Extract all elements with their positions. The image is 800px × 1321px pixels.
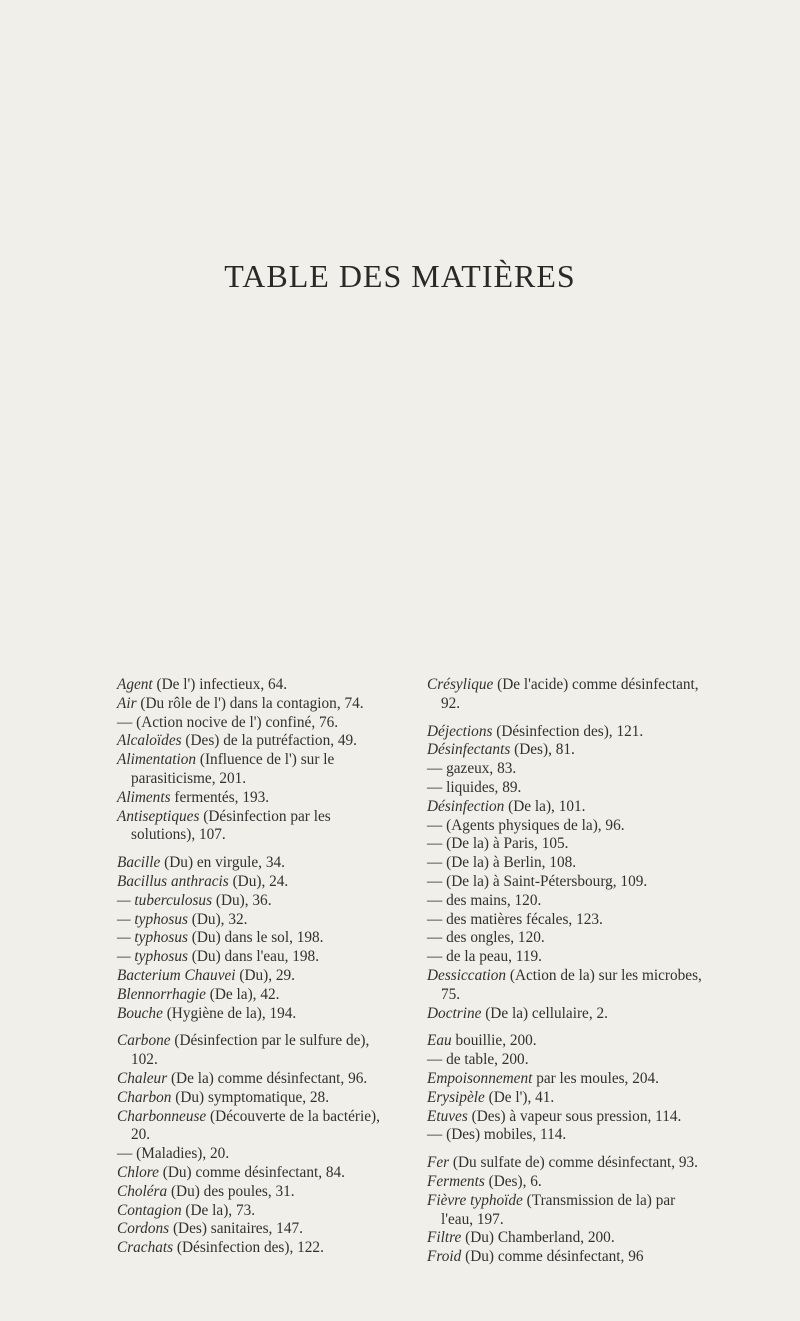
- index-term: — tuberculosus: [117, 891, 213, 909]
- index-entry: [427, 817, 704, 836]
- index-entry: [117, 789, 387, 808]
- index-group: [427, 676, 704, 714]
- index-term: Contagion: [117, 1201, 182, 1219]
- index-reference: (Des), 6.: [484, 1172, 542, 1190]
- index-column-left: [117, 676, 387, 1267]
- index-term: Eau: [427, 1032, 452, 1050]
- index-entry: [117, 892, 387, 911]
- index-term: Choléra: [117, 1182, 168, 1200]
- index-group: [427, 1032, 704, 1145]
- index-term: — typhosus: [117, 910, 188, 928]
- index-group: [427, 723, 704, 1024]
- index-reference: (Du rôle de l') dans la contagion, 74.: [136, 694, 364, 712]
- index-reference: — des matières fécales, 123.: [427, 910, 603, 928]
- index-reference: (Du) des poules, 31.: [167, 1182, 295, 1200]
- index-reference: — de table, 200.: [427, 1051, 529, 1069]
- index-reference: (De la), 42.: [205, 985, 280, 1003]
- index-term: Alcaloïdes: [117, 732, 182, 750]
- index-reference: — (De la) à Paris, 105.: [427, 835, 569, 853]
- index-entry: [427, 1248, 704, 1267]
- index-reference: (De la) comme désinfectant, 96.: [167, 1069, 368, 1087]
- index-reference: (Désinfection des), 122.: [173, 1239, 324, 1257]
- index-term: Chlore: [117, 1163, 159, 1181]
- index-entry: [117, 948, 387, 967]
- index-term: Déjections: [427, 722, 493, 740]
- index-entry: [427, 1108, 704, 1127]
- index-entry: [427, 741, 704, 760]
- index-entry: [427, 1126, 704, 1145]
- index-reference: (Du) Chamberland, 200.: [461, 1229, 615, 1247]
- index-entry: [427, 929, 704, 948]
- index-reference: (Des) à vapeur sous pression, 114.: [467, 1107, 682, 1125]
- index-term: Désinfectants: [427, 741, 511, 759]
- index-entry: [117, 1164, 387, 1183]
- index-entry: [427, 1070, 704, 1089]
- index-entry: [117, 873, 387, 892]
- index-reference: (Du) dans le sol, 198.: [187, 929, 324, 947]
- index-entry: [427, 892, 704, 911]
- index-entry: [117, 986, 387, 1005]
- index-reference: (Du) en virgule, 34.: [160, 854, 285, 872]
- index-reference: (Des) sanitaires, 147.: [169, 1220, 303, 1238]
- index-reference: fermentés, 193.: [170, 788, 270, 806]
- index-reference: — (De la) à Saint-Pétersbourg, 109.: [427, 872, 648, 890]
- index-entry: [427, 1229, 704, 1248]
- index-term: Doctrine: [427, 1004, 482, 1022]
- index-term: Blennorrhagie: [117, 985, 206, 1003]
- index-term: — typhosus: [117, 948, 188, 966]
- index-entry: [427, 911, 704, 930]
- index-entry: [427, 1005, 704, 1024]
- index-entry: [117, 1239, 387, 1258]
- index-reference: (Action de la) sur les microbes, 75.: [441, 966, 702, 1003]
- index-entry: [117, 854, 387, 873]
- index-term: Erysipèle: [427, 1088, 485, 1106]
- index-reference: (De l'acide) comme désinfectant, 92.: [441, 676, 699, 712]
- index-term: Bouche: [117, 1004, 163, 1022]
- index-reference: (Du), 36.: [212, 891, 272, 909]
- index-term: Cordons: [117, 1220, 170, 1238]
- index-reference: (Du), 29.: [235, 966, 296, 984]
- index-term: Antiseptiques: [117, 807, 200, 825]
- index-reference: (De la), 73.: [181, 1201, 256, 1219]
- index-reference: — (Maladies), 20.: [117, 1145, 230, 1163]
- index-entry: [117, 1202, 387, 1221]
- index-reference: — liquides, 89.: [427, 778, 522, 796]
- index-reference: (De la) cellulaire, 2.: [481, 1004, 608, 1022]
- index-group: [117, 854, 387, 1023]
- index-entry: [427, 779, 704, 798]
- index-term: Bacterium Chauvei: [117, 966, 236, 984]
- index-entry: [117, 1145, 387, 1164]
- index-term: Crachats: [117, 1239, 174, 1257]
- index-term: — typhosus: [117, 929, 188, 947]
- index-entry: [427, 1032, 704, 1051]
- page-title: TABLE DES MATIÈRES: [224, 258, 576, 294]
- index-term: Crésylique: [427, 676, 494, 693]
- index-term: Empoisonnement: [427, 1069, 533, 1087]
- index-term: Fer: [427, 1154, 450, 1172]
- index-reference: (Désinfection par le sulfure de), 102.: [131, 1032, 370, 1069]
- index-entry: [427, 948, 704, 967]
- index-reference: — (Action nocive de l') confiné, 76.: [117, 713, 339, 731]
- index-reference: (Des), 81.: [510, 741, 575, 759]
- index-reference: (Désinfection des), 121.: [492, 722, 644, 740]
- index-entry: [427, 835, 704, 854]
- index-group: [117, 676, 387, 845]
- index-term: Charbonneuse: [117, 1107, 207, 1125]
- index-entry: [427, 798, 704, 817]
- index-term: Froid: [427, 1248, 462, 1266]
- index-term: Alimentation: [117, 751, 197, 769]
- index-entry: [427, 854, 704, 873]
- index-reference: — (Des) mobiles, 114.: [427, 1126, 567, 1144]
- index-reference: — des ongles, 120.: [427, 929, 545, 947]
- index-entry: [117, 676, 387, 695]
- index-reference: (Des) de la putréfaction, 49.: [181, 732, 357, 750]
- index-reference: (Du) comme désinfectant, 84.: [158, 1163, 345, 1181]
- index-reference: — de la peau, 119.: [427, 948, 542, 966]
- index-reference: (Influence de l') sur le parasiticisme, 201.: [131, 751, 335, 787]
- index-reference: par les moules, 204.: [532, 1069, 659, 1087]
- index-term: Aliments: [117, 788, 171, 806]
- index-entry: [117, 1005, 387, 1024]
- index-reference: (Du), 24.: [228, 872, 289, 890]
- index-entry: [427, 1192, 704, 1230]
- index-reference: (Hygiène de la), 194.: [162, 1004, 297, 1022]
- index-entry: [117, 808, 387, 846]
- index-entry: [117, 1089, 387, 1108]
- index-entry: [427, 1154, 704, 1173]
- index-reference: (Du) dans l'eau, 198.: [187, 948, 320, 966]
- index-entry: [117, 911, 387, 930]
- index-entry: [117, 967, 387, 986]
- index-reference: — (De la) à Berlin, 108.: [427, 854, 577, 872]
- index-term: Air: [117, 694, 137, 712]
- index-term: Fièvre typhoïde: [427, 1191, 523, 1209]
- index-entry: [427, 676, 704, 714]
- index-group: [117, 1032, 387, 1258]
- index-term: Bacille: [117, 854, 161, 872]
- index-term: Filtre: [427, 1229, 462, 1247]
- index-term: Dessiccation: [427, 966, 507, 984]
- index-entry: [427, 967, 704, 1005]
- index-reference: — des mains, 120.: [427, 891, 542, 909]
- index-reference: (Du sulfate de) comme désinfectant, 93.: [449, 1154, 699, 1172]
- index-term: Charbon: [117, 1088, 172, 1106]
- index-term: Carbone: [117, 1032, 171, 1050]
- index-term: Etuves: [427, 1107, 468, 1125]
- index-entry: [117, 1032, 387, 1070]
- index-reference: — gazeux, 83.: [427, 760, 517, 778]
- index-entry: [427, 1051, 704, 1070]
- index-entry: [117, 1220, 387, 1239]
- index-term: Bacillus anthracis: [117, 872, 229, 890]
- index-reference: (Du), 32.: [187, 910, 248, 928]
- index-entry: [427, 873, 704, 892]
- index-reference: (Du) symptomatique, 28.: [171, 1088, 330, 1106]
- index-entry: [117, 695, 387, 714]
- index-group: [427, 1154, 704, 1267]
- index-entry: [427, 760, 704, 779]
- index-reference: — (Agents physiques de la), 96.: [427, 816, 625, 834]
- index-reference: (De l'), 41.: [484, 1088, 555, 1106]
- index-entry: [427, 1089, 704, 1108]
- index-reference: (Découverte de la bactérie), 20.: [131, 1107, 380, 1144]
- index-reference: (Désinfection par les solutions), 107.: [131, 807, 331, 844]
- index-entry: [427, 1173, 704, 1192]
- index-reference: (De la), 101.: [504, 797, 586, 815]
- index-entry: [117, 732, 387, 751]
- index-entry: [117, 1183, 387, 1202]
- index-term: Désinfection: [427, 797, 505, 815]
- index-reference: bouillie, 200.: [451, 1032, 537, 1050]
- index-entry: [427, 723, 704, 742]
- index-entry: [117, 929, 387, 948]
- index-term: Agent: [117, 676, 153, 693]
- index-reference: (Du) comme désinfectant, 96: [461, 1248, 644, 1266]
- index-term: Ferments: [427, 1172, 485, 1190]
- index-column-right: [427, 676, 704, 1276]
- index-reference: (De l') infectieux, 64.: [152, 676, 288, 693]
- index-entry: [117, 714, 387, 733]
- index-term: Chaleur: [117, 1069, 168, 1087]
- index-entry: [117, 1070, 387, 1089]
- index-reference: (Transmission de la) par l'eau, 197.: [441, 1191, 676, 1228]
- index-entry: [117, 1108, 387, 1146]
- index-entry: [117, 751, 387, 789]
